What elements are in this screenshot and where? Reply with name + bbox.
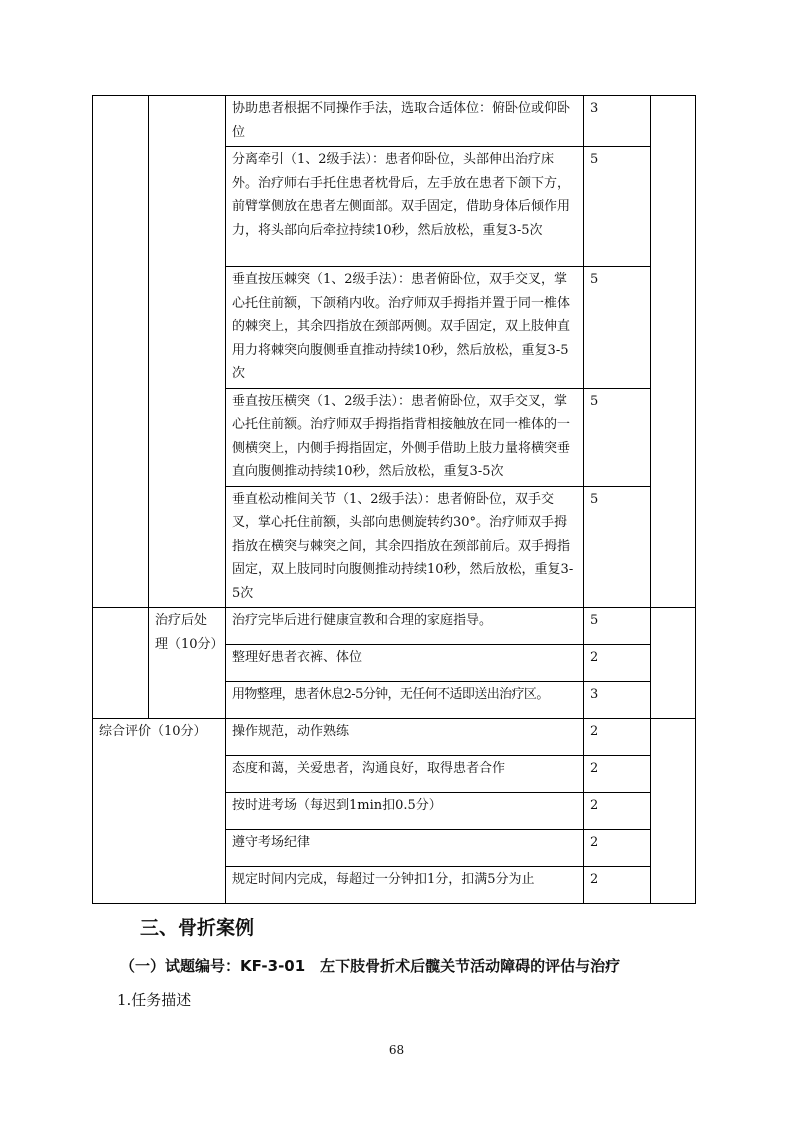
score-cell: 2 [584,867,651,904]
task-description-heading: 1.任务描述 [117,991,192,1009]
item-text: 分离牵引（1、2级手法）：患者仰卧位，头部伸出治疗床外。治疗师右手托住患者枕骨后，左手放在患者下颌下方，前臂掌侧放在患者左侧面部。双手固定，借助身体后倾作用力，将头部向后牵拉持续10秒，然后放松，重复3-5次 [226,147,584,267]
item-text: 操作规范，动作熟练 [226,719,584,756]
post-treatment-label: 治疗后处理（10分） [149,608,226,719]
exam-item-heading: （一）试题编号：KF-3-01 左下肢骨折术后髋关节活动障碍的评估与治疗 [120,957,621,975]
item-text: 态度和蔼，关爱患者，沟通良好，取得患者合作 [226,756,584,793]
page-number: 68 [388,1043,405,1057]
overall-label: 综合评价（10分） [93,719,226,904]
table-row [93,96,696,147]
score-cell: 5 [584,147,651,267]
score-cell: 5 [584,486,651,608]
score-cell: 3 [584,682,651,719]
score-cell: 2 [584,830,651,867]
item-text: 治疗完毕后进行健康宣教和合理的家庭指导。 [226,608,584,645]
item-text: 垂直按压横突（1、2级手法）：患者俯卧位，双手交叉，掌心托住前额。治疗师双手拇指指背相接触放在同一椎体的一侧横突上，内侧手拇指固定，外侧手借助上肢力量将横突垂直向腹侧推动持续10秒，然后放松，重复3-5次 [226,388,584,486]
table-row [93,608,696,645]
item-text: 用物整理，患者休息2-5分钟，无任何不适即送出治疗区。 [226,682,584,719]
cell-empty [651,719,696,904]
score-cell: 5 [584,608,651,645]
item-text: 遵守考场纪律 [226,830,584,867]
score-cell: 5 [584,267,651,389]
item-text: 协助患者根据不同操作手法，选取合适体位：俯卧位或仰卧位 [226,96,584,147]
cell-empty [93,608,149,719]
score-cell: 2 [584,756,651,793]
cell-empty [651,96,696,608]
score-cell: 2 [584,719,651,756]
item-text: 整理好患者衣裤、体位 [226,645,584,682]
section-heading: 三、骨折案例 [140,917,255,939]
item-text: 按时进考场（每迟到1min扣0.5分） [226,793,584,830]
item-text: 垂直松动椎间关节（1、2级手法）：患者俯卧位，双手交叉，掌心托住前额，头部向患侧旋转约30°。治疗师双手拇指放在横突与棘突之间，其余四指放在颈部前后。双手拇指固定，双上肢同时向腹侧推动持续10秒，然后放松，重复3-5次 [226,486,584,608]
cell-empty [149,96,226,608]
score-cell: 5 [584,388,651,486]
item-text: 垂直按压棘突（1、2级手法）：患者俯卧位，双手交叉，掌心托住前额，下颌稍内收。治疗师双手拇指并置于同一椎体的棘突上，其余四指放在颈部两侧。双手固定，双上肢伸直用力将棘突向腹侧垂直推动持续10秒，然后放松，重复3-5次 [226,267,584,389]
table-row [93,719,696,756]
scoring-table [92,95,696,904]
score-cell: 3 [584,96,651,147]
cell-empty [93,96,149,608]
item-text: 规定时间内完成，每超过一分钟扣1分，扣满5分为止 [226,867,584,904]
score-cell: 2 [584,645,651,682]
cell-empty [651,608,696,719]
score-cell: 2 [584,793,651,830]
